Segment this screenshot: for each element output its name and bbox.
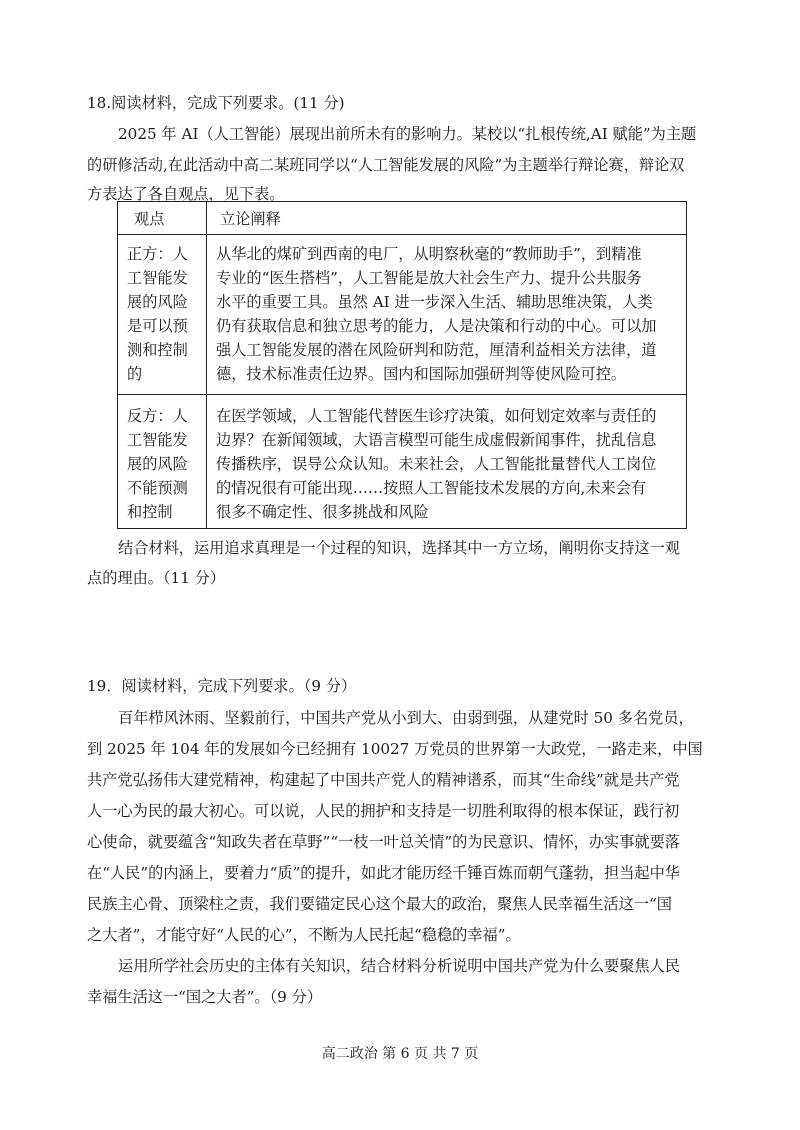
q19-question-line-1: 运用所学社会历史的主体有关知识，结合材料分析说明中国共产党为什么要聚焦人民 [118,957,680,975]
pro-text-line: 仍有获取信息和独立思考的能力，人是决策和行动的中心。可以加 [216,317,657,335]
con-view-line: 反方：人 [127,407,188,425]
q19-body-line-2: 到 2025 年 104 年的发展如今已经拥有 10027 万党员的世界第一大政党，一路走来，中国 [87,740,703,758]
q18-intro-line-1: 2025 年 AI（人工智能）展现出前所未有的影响力。某校以“扎根传统,AI 赋能”为主题 [118,125,697,143]
q18-question-line-2: 点的理由。（11 分） [87,569,226,587]
con-view-line: 不能预测 [127,479,188,497]
pro-view-line: 是可以预 [127,317,188,335]
q19-body-line-3: 共产党弘扬伟大建党精神，构建起了中国共产党人的精神谱系，而其“生命线”就是共产党 [87,771,680,789]
pro-text-line: 德，技术标准责任边界。国内和国际加强研判等使风险可控。 [216,365,627,383]
q19-body-line-8: 之大者”，才能守好“人民的心”，不断为人民托起“稳稳的幸福”。 [87,926,521,944]
con-text-line: 很多不确定性、很多挑战和风险 [216,503,429,521]
pro-text-line: 专业的“医生搭档”，人工智能是放大社会生产力、提升公共服务 [216,269,642,287]
q18-title: 18.阅读材料，完成下列要求。(11 分) [87,94,345,112]
con-view-line: 展的风险 [127,455,188,473]
pro-view-line: 工智能发 [127,269,188,287]
q19-body-line-1: 百年栉风沐雨、坚毅前行，中国共产党从小到大、由弱到强，从建党时 50 多名党员， [118,709,694,727]
pro-view-line: 正方：人 [127,245,188,263]
pro-text-line: 从华北的煤矿到西南的电厂，从明察秋毫的“教师助手”，到精准 [216,245,642,263]
q18-intro-line-2: 的研修活动,在此活动中高二某班同学以“人工智能发展的风险”为主题举行辩论赛，辩论双 [87,156,685,174]
con-text-line: 在医学领域，人工智能代替医生诊疗决策，如何划定效率与责任的 [216,407,657,425]
q18-question-line-1: 结合材料，运用追求真理是一个过程的知识，选择其中一方立场，阐明你支持这一观 [118,539,680,557]
pro-text-line: 强人工智能发展的潜在风险研判和防范，厘清利益相关方法律，道 [216,341,657,359]
con-view-line: 和控制 [127,503,173,521]
q19-question-line-2: 幸福生活这一“国之大者”。（9 分） [87,988,323,1006]
q19-body-line-6: 在“人民”的内涵上，要着力“质”的提升，如此才能历经千锤百炼而朝气蓬勃，担当起中华 [87,864,680,882]
con-view-line: 工智能发 [127,431,188,449]
q19-title: 19．阅读材料，完成下列要求。（9 分） [87,677,357,695]
q19-body-line-4: 人一心为民的最大初心。可以说，人民的拥护和支持是一切胜利取得的根本保证，践行初 [87,802,680,820]
debate-table [117,201,687,529]
table-header-view: 观点 [134,210,165,228]
pro-view-line: 展的风险 [127,293,188,311]
table-header-explanation: 立论阐释 [220,210,281,228]
con-text-line: 传播秩序，误导公众认知。未来社会，人工智能批量替代人工岗位 [216,455,657,473]
q19-body-line-7: 民族主心骨、顶梁柱之责，我们要锚定民心这个最大的政治，聚焦人民幸福生活这一“国 [87,895,672,913]
con-text-line: 边界？在新闻领域，大语言模型可能生成虚假新闻事件，扰乱信息 [216,431,657,449]
pro-view-line: 测和控制 [127,341,188,359]
con-text-line: 的情况很有可能出现……按照人工智能技术发展的方向,未来会有 [216,479,647,497]
page-footer: 高二政治 第 6 页 共 7 页 [321,1046,479,1062]
pro-view-line: 的 [127,365,143,383]
pro-text-line: 水平的重要工具。虽然 AI 进一步深入生活、辅助思维决策，人类 [216,293,653,311]
q18-intro-line-3: 方表达了各自观点，见下表。 [87,185,285,203]
q19-body-line-5: 心使命，就要蕴含“知政失者在草野”“一枝一叶总关情”的为民意识、情怀，办实事就要落 [87,833,680,851]
